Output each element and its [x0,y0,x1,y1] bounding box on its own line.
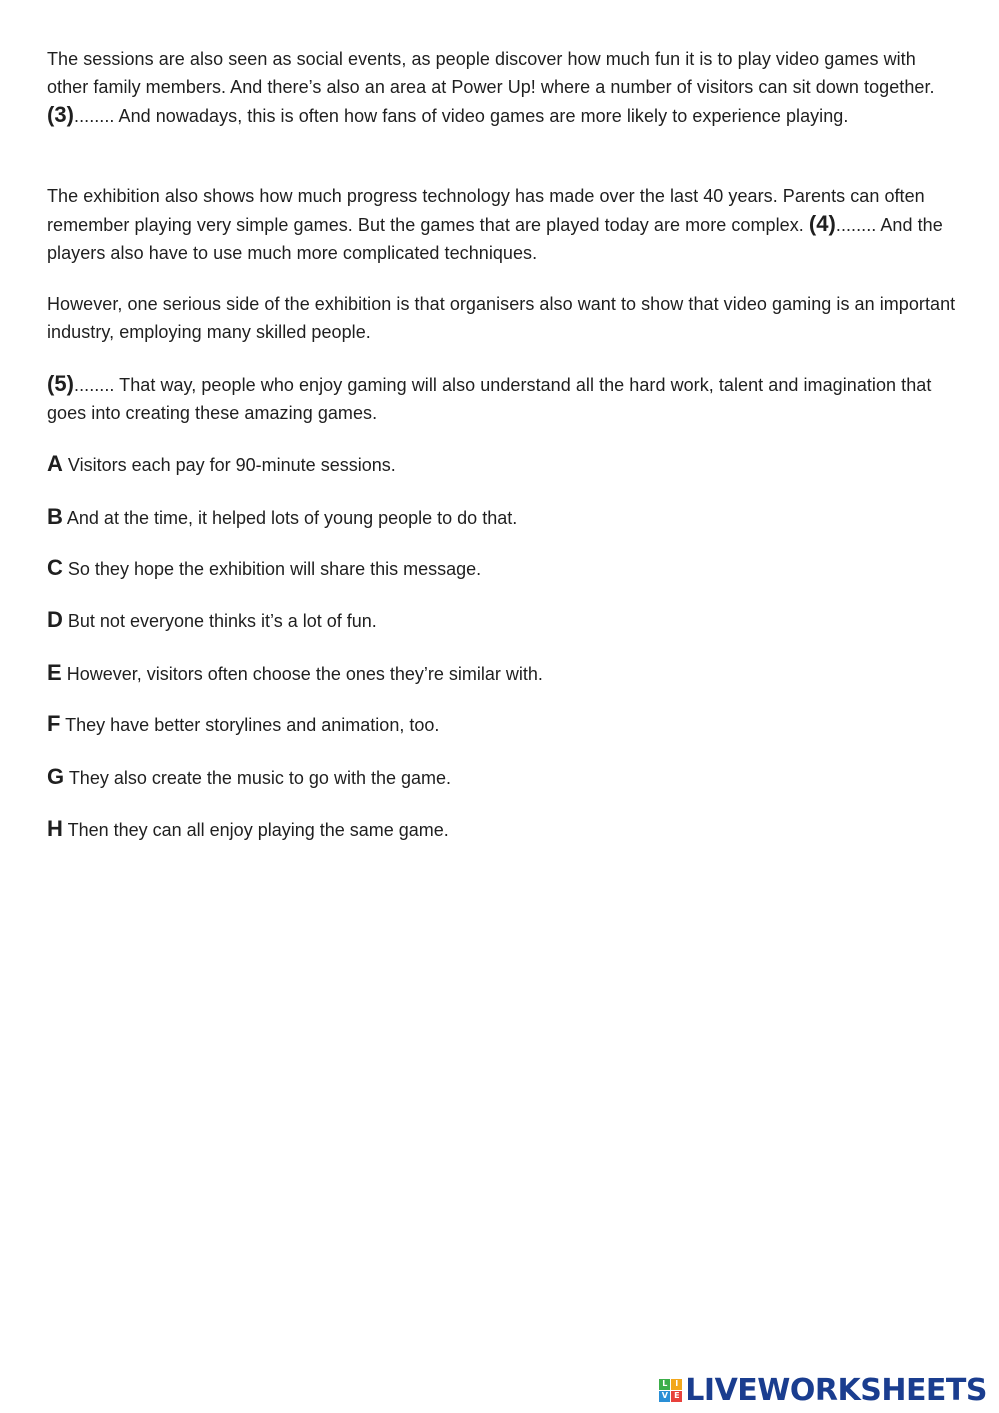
option-letter: H [47,816,63,841]
option-d [47,606,377,635]
gap-number: (5) [47,371,75,396]
option-text: Then they can all enjoy playing the same game. [67,820,449,840]
option-text: They have better storylines and animation, too. [65,715,440,735]
option-text: Visitors each pay for 90-minute sessions. [67,455,396,475]
option-text: However, visitors often choose the ones they’re similar with. [66,664,543,684]
option-text: But not everyone thinks it’s a lot of fun. [67,611,377,631]
gap-number: (4) [808,211,836,236]
option-letter: F [47,711,61,736]
paragraph-text: ........ That way, people who enjoy gaming will also understand all the hard work, talent and imagination that goes into creating these amazing games. [47,375,932,423]
option-text: They also create the music to go with the game. [68,768,452,788]
paragraph-text: ........ And nowadays, this is often how fans of video games are more likely to experience playing. [74,106,849,126]
paragraph-2 [47,182,957,267]
paragraph-1 [47,45,957,130]
logo-mark-letter: L [659,1379,670,1390]
logo-mark-letter: V [659,1391,670,1402]
paragraph-4 [47,370,957,427]
option-e [47,659,543,688]
option-letter: B [47,504,63,529]
option-g [47,763,451,792]
option-f [47,710,439,739]
option-letter: A [47,451,63,476]
option-text: And at the time, it helped lots of young people to do that. [66,508,518,528]
logo-mark-icon [659,1379,682,1402]
option-b [47,503,517,532]
option-a [47,450,396,479]
option-letter: D [47,607,63,632]
paragraph-text: ........ And the players also have to use much more complicated techniques. [47,215,943,263]
logo-mark-letter: E [671,1391,682,1402]
option-c [47,554,481,583]
paragraph-text: The sessions are also seen as social events, as people discover how much fun it is to play video games with other family members. And there’s also an area at Power Up! where a number of visitors can sit down together. [47,49,935,97]
option-letter: E [47,660,62,685]
paragraph-3 [47,290,957,346]
logo-mark-letter: I [671,1379,682,1390]
option-text: So they hope the exhibition will share this message. [67,559,482,579]
liveworksheets-logo [659,1372,987,1408]
option-letter: C [47,555,63,580]
logo-text: LIVEWORKSHEETS [685,1372,987,1408]
option-letter: G [47,764,65,789]
option-h [47,815,449,844]
paragraph-text: However, one serious side of the exhibition is that organisers also want to show that video gaming is an important industry, employing many skilled people. [47,294,956,342]
paragraph-text: The exhibition also shows how much progress technology has made over the last 40 years. Parents can often remember playing very simple games. But the games that are played today are more complex. [47,186,925,235]
gap-number: (3) [47,102,75,127]
